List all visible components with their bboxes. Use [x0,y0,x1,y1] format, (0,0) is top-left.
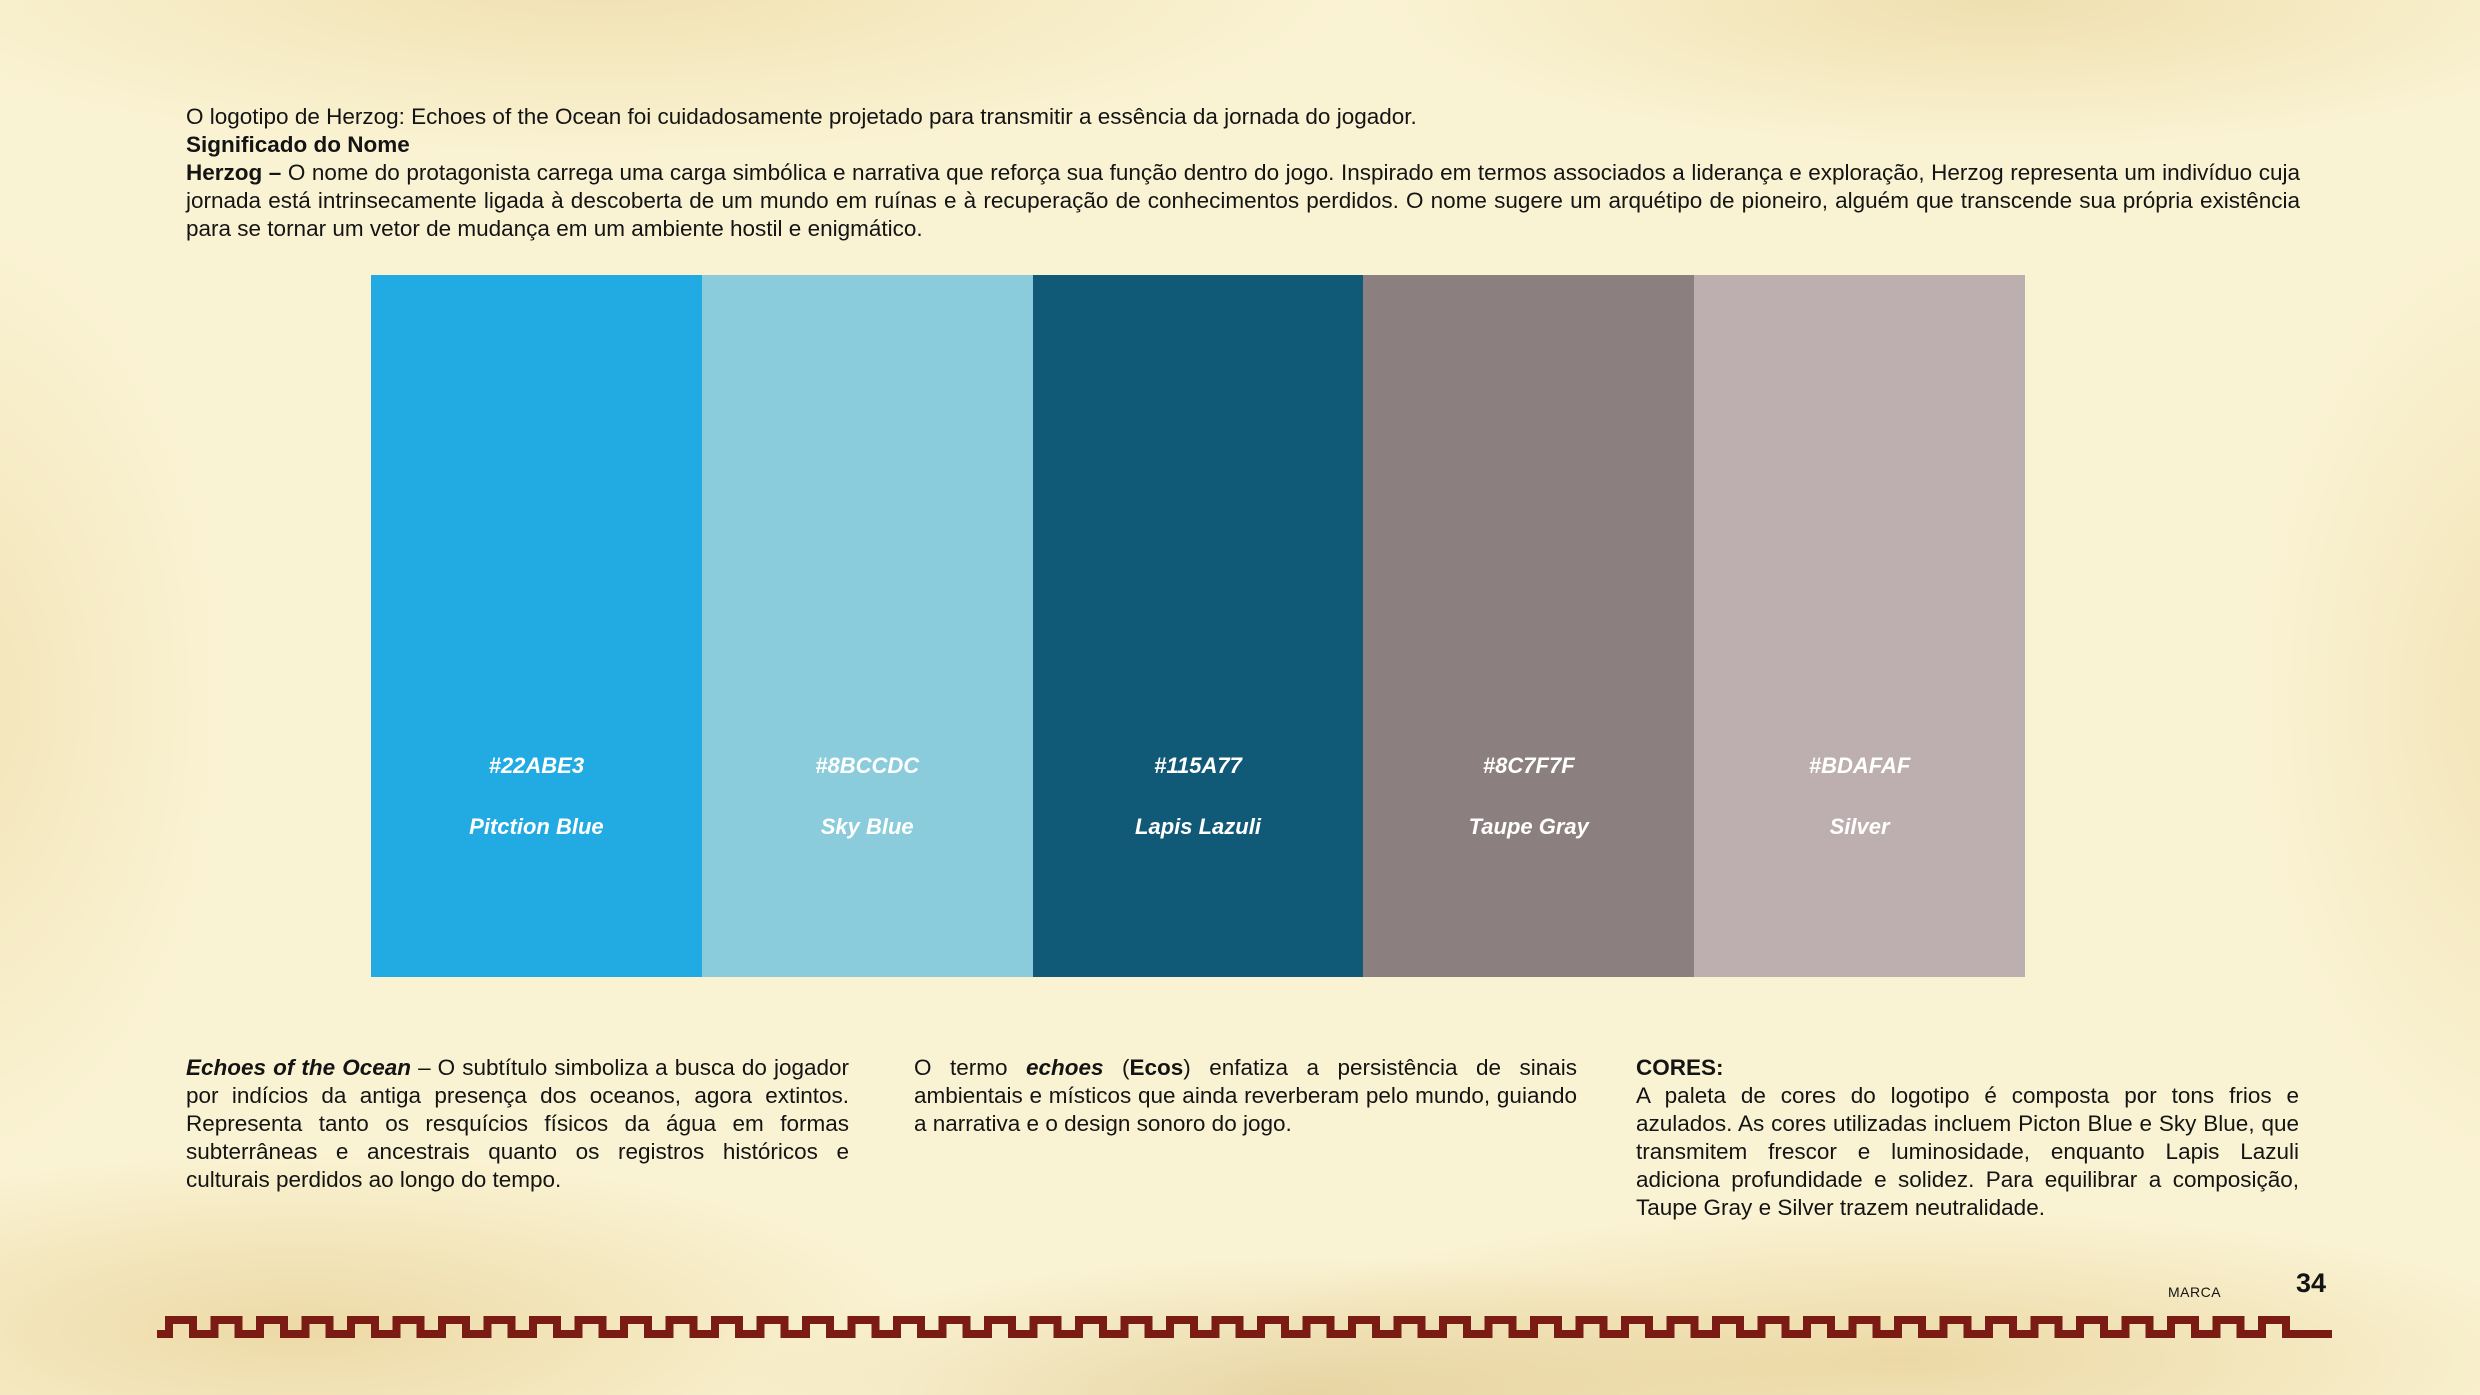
echoes-meaning-column [914,1054,1577,1138]
swatch-name: Pitction Blue [469,814,604,839]
herzog-label: Herzog – [186,160,282,185]
echoes-term: echoes [1025,1055,1104,1080]
swatch-taupe-gray [1363,275,1694,977]
greek-key-line [157,1320,2332,1334]
herzog-description: O nome do protagonista carrega uma carga simbólica e narrativa que reforça sua função dentro do jogo. Inspirado em termos associados a liderança e exploração, Herzog representa um indivíduo cuja jornada está intrinsecamente ligada à descoberta de um mundo em ruínas e à recuperação de conhecimentos perdidos. O nome sugere um arquétipo de pioneiro, alguém que transcende sua própria existência para se tornar um vetor de mudança em um ambiente hostil e enigmático. [186,160,2301,241]
ecos-term: Ecos [1129,1055,1184,1080]
swatch-name: Silver [1829,814,1890,839]
echoes-pre: O termo [914,1055,1026,1080]
swatch-hex: #8BCCDC [815,753,920,778]
section-heading: Significado do Nome [186,132,410,157]
swatch-silver [1694,275,2025,977]
swatch-sky-blue [702,275,1033,977]
swatch-hex: #115A77 [1154,753,1242,778]
herzog-paragraph [186,160,2300,241]
intro-text [186,103,2300,243]
subtitle-meaning-column [186,1054,849,1194]
color-palette [371,275,2025,977]
colors-heading: CORES: [1636,1055,1724,1080]
subtitle-term: Echoes of the Ocean [186,1055,411,1080]
greek-key-border [157,1314,2332,1344]
page-number: 34 [2296,1268,2327,1298]
swatch-name: Sky Blue [820,814,914,839]
swatch-lapis-lazuli [1033,275,1364,977]
section-label: MARCA [2168,1284,2222,1300]
swatch-picton-blue [371,275,702,977]
swatch-hex: #BDAFAF [1808,753,1911,778]
colors-column [1636,1054,2299,1222]
echoes-mid: ( [1103,1055,1130,1080]
subtitle-description: – O subtítulo simboliza a busca do jogador por indícios da antiga presença dos oceanos, agora extintos. Representa tanto os resquícios físicos da água em formas subterrâneas e ancestrais quanto os registros históricos e culturais perdidos ao longo do tempo. [186,1055,849,1192]
echoes-description: ) enfatiza a persistência de sinais ambientais e místicos que ainda reverberam pelo mundo, guiando a narrativa e o design sonoro do jogo. [914,1055,1577,1136]
swatch-hex: #8C7F7F [1482,753,1575,778]
swatch-name: Taupe Gray [1468,814,1589,839]
colors-description: A paleta de cores do logotipo é composta por tons frios e azulados. As cores utilizadas incluem Picton Blue e Sky Blue, que transmitem frescor e luminosidade, enquanto Lapis Lazuli adiciona profundidade e solidez. Para equilibrar a composição, Taupe Gray e Silver trazem neutralidade. [1636,1083,2299,1220]
swatch-hex: #22ABE3 [488,753,585,778]
intro-line: O logotipo de Herzog: Echoes of the Ocean foi cuidadosamente projetado para transmitir a essência da jornada do jogador. [186,104,1417,129]
swatch-name: Lapis Lazuli [1135,814,1261,839]
